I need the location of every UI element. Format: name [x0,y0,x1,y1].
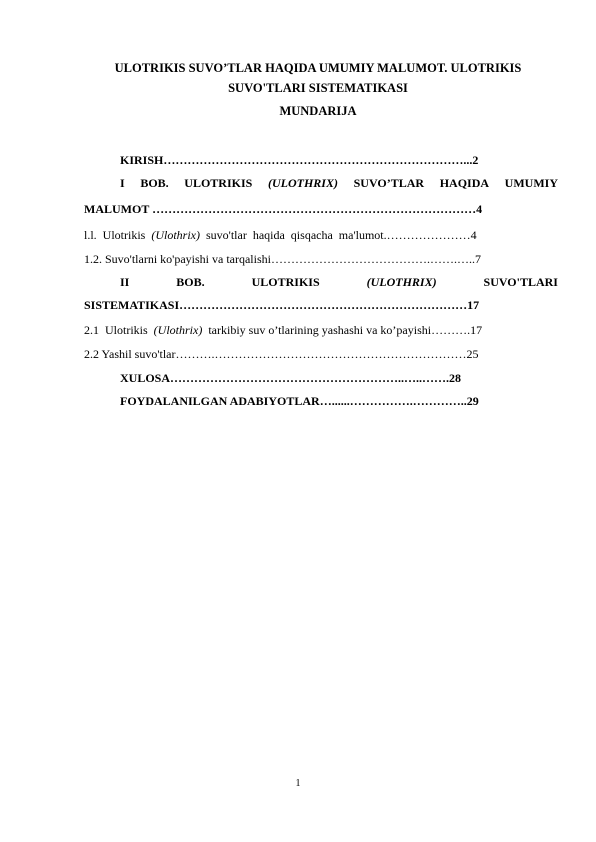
toc-entry-foydalanilgan-adabiyotlar [84,393,558,410]
contents-heading: MUNDARIJA [279,104,357,118]
toc-entry-1-2: 1.2. Suvo'tlarni ko'payishi va tarqalishi………………………………….…….…..7 [84,252,481,266]
document-title-line-1: ULOTRIKIS SUVO’TLAR HAQIDA UMUMIY MALUMOT. ULOTRIKIS [114,61,522,75]
toc-word: SUVO’TLAR [353,176,425,190]
toc-word: ULOTRIKIS [251,275,320,289]
toc-text: suvo'tlar haqida qisqacha ma'lumot.…………………4 [200,228,477,242]
toc-entry-chapter2-line1 [84,274,558,291]
toc-word: SUVO'TLARI [483,275,558,289]
toc-word: II [120,275,130,289]
toc-word: BOB. [176,275,205,289]
toc-entry-chapter1-line1 [84,175,558,192]
toc-word: HAQIDA [439,176,490,190]
toc-word: (ULOTHRIX) [267,176,338,190]
toc-entry-2-1 [84,322,558,339]
toc-entry-xulosa [84,370,558,387]
toc-word: I [120,176,125,190]
toc-entry-1-1 [84,227,558,244]
toc-text: MALUMOT ………………………………………………………………………4 [84,202,483,216]
page-number: 1 [295,778,301,789]
toc-entry-chapter2-line2: SISTEMATIKASI………………………………………………………………17 [84,298,480,312]
toc-word: BOB. [140,176,169,190]
toc-text: XULOSA…………………………………………………..…..…….28 [120,371,462,385]
toc-text-italic: (Ulothrix) [153,323,203,337]
toc-text: tarkibiy suv o’tlarining yashashi va ko’payishi……….17 [202,323,483,337]
toc-entry-2-2: 2.2 Yashil suvo'tlar……….………………………………………………………25 [84,347,479,361]
toc-entry-kirish: KIRISH…………………………………………………………………...2 [120,153,479,167]
toc-word: ULOTRIKIS [184,176,253,190]
toc-word: (ULOTHRIX) [366,275,437,289]
toc-entry-chapter1-line2 [84,201,558,218]
document-title-line-2: SUVO'TLARI SISTEMATIKASI [228,81,408,95]
toc-text: FOYDALANILGAN ADABIYOTLAR…......…………….…………..29 [120,394,479,408]
toc-text: 2.1 Ulotrikis [84,323,154,337]
toc-word: UMUMIY [504,176,558,190]
toc-text-italic: (Ulothrix) [151,228,200,242]
toc-text: l.l. Ulotrikis [84,228,152,242]
